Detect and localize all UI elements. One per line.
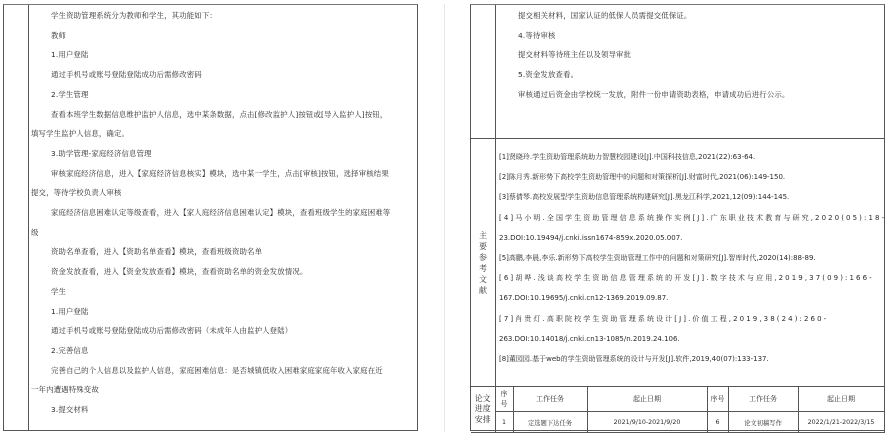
references-list [496, 147, 887, 369]
header-seq-1: 序号 [495, 387, 513, 412]
reference-line: [3]蔡倩琴.高校发展型学生资助信息管理系统构建研究[J].黑龙江科学,2021,12(09):144-145. [499, 193, 790, 202]
reference-line: [2]陈月秀.新形势下高校学生资助管理中的问题和对策探析[J].财富时代,2021(06):149-150. [499, 173, 786, 182]
paragraph-line: 2.完善信息 [51, 345, 89, 355]
row-dates-2: 2022/1/21-2022/3/15 [798, 412, 884, 433]
paragraph-line: 通过手机号或账号登陆登陆成功后需修改密码 [51, 70, 202, 80]
paragraph-line: 教师 [51, 30, 67, 40]
top-label-column [471, 5, 496, 138]
schedule-table [471, 386, 885, 433]
reference-line: [4]马小明.全国学生资助管理信息系统操作实例[J].广东职业技术教育与研究,2020(05):18- [499, 213, 887, 222]
schedule-header-row [471, 387, 884, 412]
references-label-cell [471, 139, 496, 386]
paragraph-line: 资助名单查看，进入【资助名单查看】模块，查看班级资助名单 [51, 247, 263, 257]
paragraph-line: 3.助学管理-家庭经济信息管理 [51, 148, 152, 158]
paragraph-line: 学生 [51, 286, 67, 296]
reference-line: [6]胡哗.浅谈高校学生资助信息管理系统的开发[J].数字技术与应用,2019,37(09):166- [499, 274, 874, 283]
left-label-column [4, 5, 29, 430]
paragraph-line: 填写学生监护人信息，确定。 [31, 129, 130, 139]
paragraph-line: 提交，等待学校负责人审核 [31, 188, 122, 198]
continued-content-section [471, 5, 884, 139]
header-dates-1: 起止日期 [587, 387, 707, 412]
reference-line: [1]贤晓玲.学生资助管理系统助力智慧校园建设[J].中国科技信息,2021(22):63-64. [499, 153, 756, 161]
header-seq-2: 序号 [707, 387, 728, 412]
paragraph-line: 一年内遭遇特殊变故 [31, 385, 99, 395]
reference-line: 263.DOI:10.14018/j.cnki.cn13-1085/n.2019.24.106. [499, 334, 680, 343]
paragraph-line: 1.用户登陆 [51, 50, 89, 60]
paragraph-line: 提交相关材料，国家认证的低保人员需提交低保证。 [518, 11, 692, 20]
row-dates-1: 2021/9/10-2021/9/20 [587, 412, 707, 433]
paragraph-line: 级 [31, 227, 39, 237]
references-label: 主要参考文献 [479, 230, 487, 295]
paragraph-line: 家庭经济信息困难认定等级查看，进入【家人庭经济信息困难认定】模块，查看班级学生的家庭困难等 [51, 208, 391, 218]
paragraph-line: 4.等待审核 [518, 30, 556, 40]
header-task-1: 工作任务 [513, 387, 587, 412]
paragraph-line: 3.提交材料 [51, 405, 89, 415]
schedule-row [471, 412, 884, 433]
left-document-page [3, 4, 418, 431]
reference-line: [7]肖贵灯.高职院校学生资助管理系统设计[J].价值工程,2019,38(24):260- [499, 314, 829, 323]
paragraph-line: 提交材料等待班主任以及领导审批 [518, 50, 632, 60]
paragraph-line: 2.学生管理 [51, 89, 89, 99]
reference-line: [8]董园园.基于web的学生资助管理系统的设计与开发[J].软件,2019,40(07):133-137. [499, 355, 769, 364]
continued-content [496, 6, 884, 105]
paragraph-line: 通过手机号或账号登陆登陆成功后需修改密码（未成年人由监护人登陆） [51, 326, 293, 336]
schedule-label: 论文进度安排 [471, 387, 495, 433]
row-seq-1: 1 [495, 412, 513, 433]
references-section [471, 139, 887, 387]
row-task-1: 定选题下达任务 [513, 412, 587, 433]
paragraph-line: 审核家庭经济信息，进入【家庭经济信息核实】模块，选中某一学生，点击[审核]按钮，选择审核结果 [51, 168, 389, 178]
paragraph-line: 资金发放查看，进入【资金发放查看】模块，查看资助名单的资金发放情况。 [51, 267, 308, 277]
header-dates-2: 起止日期 [798, 387, 884, 412]
paragraph-line: 1.用户登陆 [51, 306, 89, 316]
row-task-2: 论文初稿写作 [728, 412, 798, 433]
paragraph-line: 5.资金发放查看。 [518, 70, 579, 80]
paragraph-line: 审核通过后资金由学校统一发放，附件一份申请资助表格，申请成功后进行公示。 [518, 89, 790, 99]
row-seq-2: 6 [707, 412, 728, 433]
reference-line: 167.DOI:10.19695/j.cnki.cn12-1369.2019.09.87. [499, 294, 669, 303]
left-page-content [29, 6, 417, 420]
right-document-page [470, 4, 885, 431]
paragraph-line: 完善自己的个人信息以及监护人信息，家庭困难信息：是否城镇低收入困难家庭家庭年收入家庭在近 [51, 365, 383, 375]
header-task-2: 工作任务 [728, 387, 798, 412]
paragraph-line: 查看本班学生数据信息维护监护人信息，选中某条数据，点击[修改监护人]按钮或[导入监护人]按钮， [51, 109, 388, 119]
paragraph-line: 学生资助管理系统分为教师和学生，其功能如下： [51, 11, 217, 20]
reference-line: 23.DOI:10.19494/j.cnki.issn1674-859x.2020.05.007. [499, 233, 683, 242]
page-divider [444, 4, 445, 432]
reference-line: [5]高鹏,李晨,李乐.新形势下高校学生资助管理工作中的问题和对策研究[J].智库时代,2020(14):88-89. [499, 254, 816, 263]
